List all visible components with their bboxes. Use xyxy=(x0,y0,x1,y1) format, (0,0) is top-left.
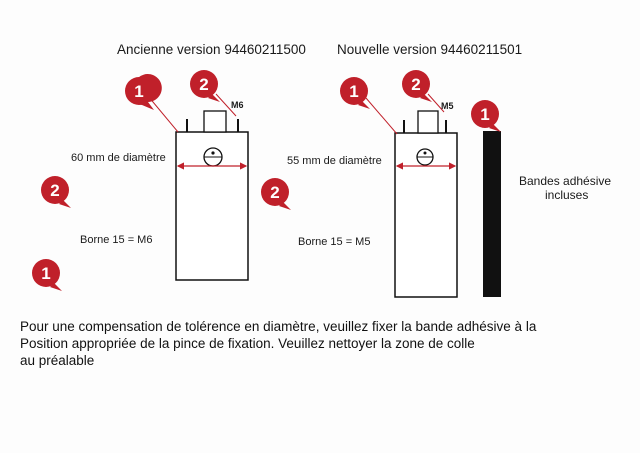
marker-2-icon xyxy=(402,70,432,102)
adhesive-label-line1: Bandes adhésive xyxy=(519,174,612,188)
svg-text:2: 2 xyxy=(50,181,60,200)
new-terminal-label: Borne 15 = M5 xyxy=(298,236,371,248)
old-diameter-label: 60 mm de diamètre xyxy=(71,152,166,164)
svg-text:1: 1 xyxy=(134,82,144,101)
marker-2-icon xyxy=(41,176,71,208)
old-terminal-label: Borne 15 = M6 xyxy=(80,234,153,246)
marker-2-icon xyxy=(190,70,220,102)
svg-text:2: 2 xyxy=(411,75,421,94)
adhesive-strip xyxy=(483,131,501,297)
svg-text:1: 1 xyxy=(349,82,359,101)
instruction-line: Position appropriée de la pince de fixation. Veuillez nettoyer la zone de colle xyxy=(20,336,475,351)
new-diameter-label: 55 mm de diamètre xyxy=(287,155,382,167)
svg-text:1: 1 xyxy=(480,105,490,124)
instruction-line: Pour une compensation de tolérence en diamètre, veuillez fixer la bande adhésive à la xyxy=(20,319,537,334)
marker-1-icon xyxy=(340,77,370,109)
svg-text:2: 2 xyxy=(270,183,280,202)
new-thread-label: M5 xyxy=(441,101,454,111)
old-sensor-drawing xyxy=(176,111,248,280)
marker-1-icon xyxy=(125,74,162,110)
svg-text:1: 1 xyxy=(41,264,51,283)
pointer-line xyxy=(148,96,178,132)
marker-1-icon xyxy=(471,100,501,132)
old-version-title: Ancienne version 94460211500 xyxy=(117,42,306,57)
new-version-title: Nouvelle version 94460211501 xyxy=(337,42,523,57)
marker-2-icon xyxy=(261,178,291,210)
old-thread-label: M6 xyxy=(231,100,244,110)
instruction-text xyxy=(20,318,632,369)
pointer-line xyxy=(366,98,397,134)
marker-1-icon xyxy=(32,259,62,291)
instruction-line: au préalable xyxy=(20,353,95,368)
svg-text:2: 2 xyxy=(199,75,209,94)
adhesive-label-line2: incluses xyxy=(545,188,589,202)
new-sensor-drawing xyxy=(395,111,457,297)
